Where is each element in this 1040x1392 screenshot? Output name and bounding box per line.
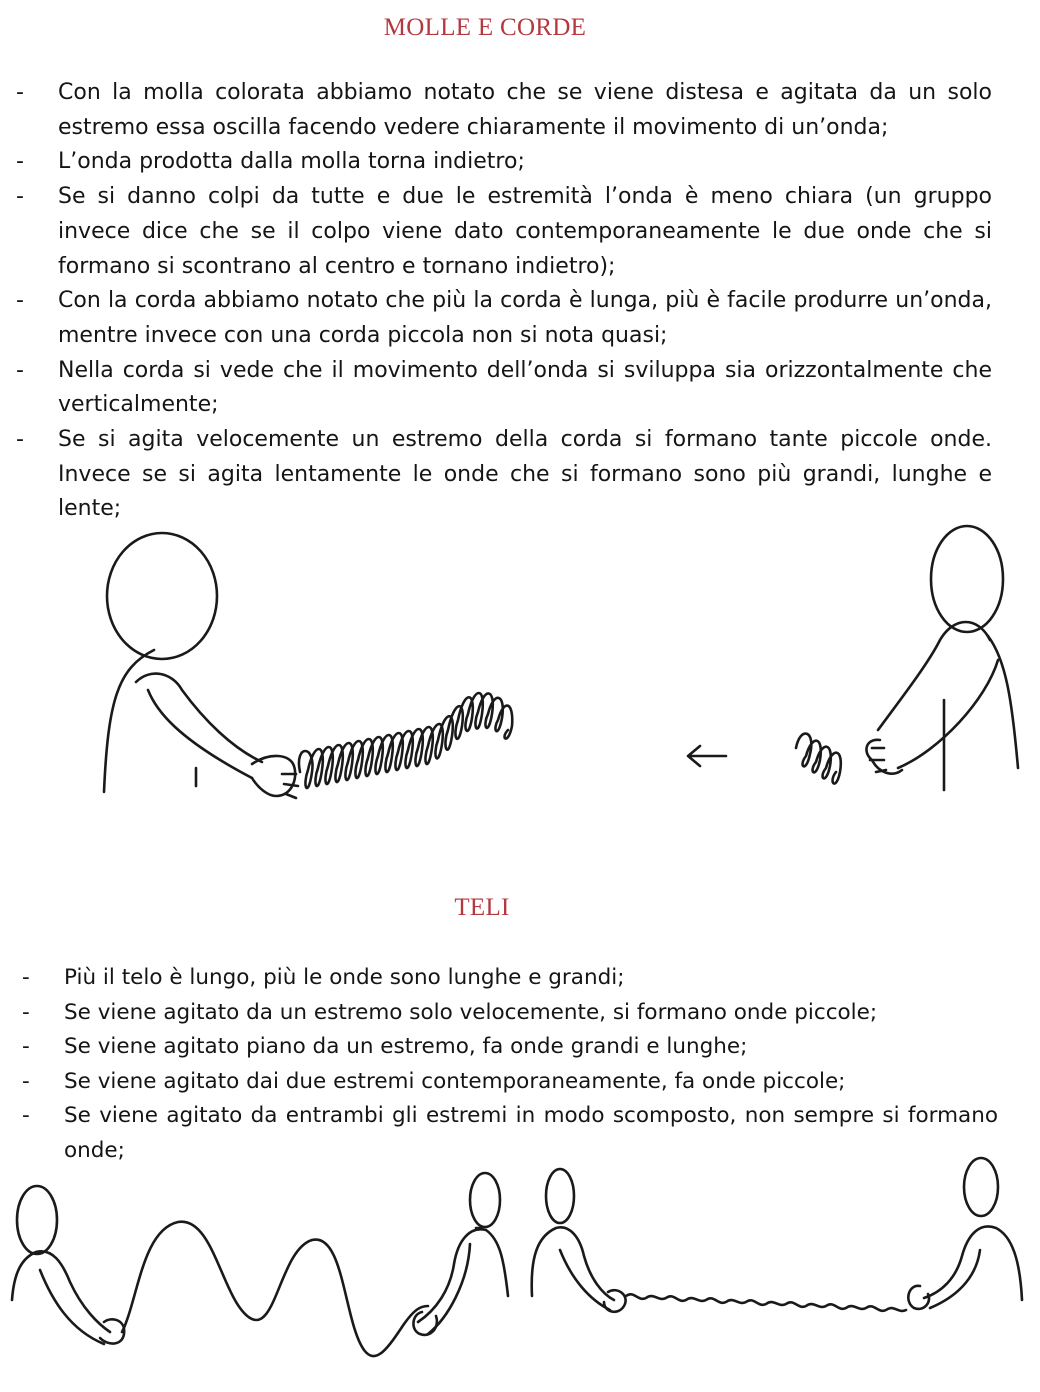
note-text: Se viene agitato piano da un estremo, fa onde grandi e lunghe;	[64, 1034, 748, 1060]
left-person-figure	[104, 533, 298, 798]
bullet-dash: -	[22, 1103, 30, 1129]
list-item	[20, 961, 998, 996]
right-person-head	[931, 526, 1003, 632]
person-4-arm	[924, 1226, 1022, 1308]
spring-illustration	[0, 520, 1040, 810]
bullet-dash: -	[22, 965, 30, 990]
person-2-head	[470, 1173, 500, 1227]
right-person-hand	[866, 740, 902, 774]
cloth-illustration	[0, 1150, 1040, 1392]
left-person-head	[107, 533, 217, 659]
cloth-big-wave	[122, 1222, 428, 1356]
note-text: Con la corda abbiamo notato che più la corda è lunga, più è facile produrre un’onda, mentre invece con una corda piccola non si nota quasi;	[58, 288, 992, 348]
bullet-dash: -	[22, 999, 30, 1025]
bullet-dash: -	[16, 357, 24, 383]
bullet-dash: -	[16, 80, 24, 105]
list-item	[14, 423, 992, 527]
big-waves-scene	[12, 1173, 508, 1356]
person-1-arm	[12, 1251, 110, 1344]
list-item	[14, 145, 992, 180]
list-item	[20, 996, 998, 1031]
cloth-small-wave	[626, 1294, 906, 1311]
spring-coil-right	[796, 734, 841, 784]
list-item	[14, 354, 992, 423]
list-item	[20, 1065, 998, 1100]
person-3-head	[546, 1169, 574, 1223]
note-text: Se si agita velocemente un estremo della corda si formano tante piccole onde. Invece se si agita lentamente le onde che si formano sono più grandi, lunghe e lente;	[58, 427, 992, 522]
teli-title: TELI	[454, 894, 510, 921]
list-item	[14, 284, 992, 353]
note-text: Con la molla colorata abbiamo notato che se viene distesa e agitata da un solo estremo essa oscilla facendo vedere chiaramente il movimento di un’onda;	[58, 80, 992, 140]
bullet-dash: -	[16, 427, 24, 453]
molle-corde-title: MOLLE E CORDE	[383, 14, 587, 41]
note-text: Se si danno colpi da tutte e due le estremità l’onda è meno chiara (un gruppo invece dice che se il colpo viene dato contemporaneamente le due onde che si formano si scontrano al centro e tornano indietro);	[58, 184, 992, 279]
left-person-arm	[136, 674, 262, 778]
bullet-dash: -	[22, 1068, 30, 1094]
arrow-left-icon	[688, 746, 726, 766]
person-4-head	[964, 1158, 998, 1216]
note-text: Nella corda si vede che il movimento dell’onda si sviluppa sia orizzontalmente che verticalmente;	[58, 357, 992, 418]
list-item	[14, 180, 992, 284]
bullet-dash: -	[16, 149, 24, 175]
right-person-body	[944, 636, 1018, 790]
note-text: Se viene agitato dai due estremi contemporaneamente, fa onde piccole;	[64, 1068, 846, 1094]
left-person-back	[104, 650, 154, 792]
person-1-hand	[100, 1319, 124, 1343]
person-3-arm	[532, 1227, 614, 1310]
molle-corde-notes	[14, 76, 992, 527]
right-person-figure	[866, 526, 1018, 790]
bullet-dash: -	[16, 184, 24, 210]
note-text: Se viene agitato da entrambi gli estremi in modo scomposto, non sempre si formano onde;	[64, 1103, 998, 1163]
right-person-arm	[878, 622, 998, 768]
spring-coil	[299, 693, 512, 788]
left-person-hand	[252, 756, 295, 796]
list-item	[20, 1030, 998, 1065]
note-text: Se viene agitato da un estremo solo velocemente, si formano onde piccole;	[64, 999, 878, 1025]
small-waves-scene	[532, 1158, 1022, 1312]
bullet-dash: -	[16, 288, 24, 314]
note-text: Più il telo è lungo, più le onde sono lunghe e grandi;	[64, 965, 625, 990]
bullet-dash: -	[22, 1034, 30, 1060]
person-2-arm	[418, 1228, 508, 1334]
teli-notes	[20, 961, 998, 1169]
list-item	[14, 76, 992, 145]
person-1-head	[17, 1186, 57, 1254]
note-text: L’onda prodotta dalla molla torna indietro;	[58, 149, 525, 175]
